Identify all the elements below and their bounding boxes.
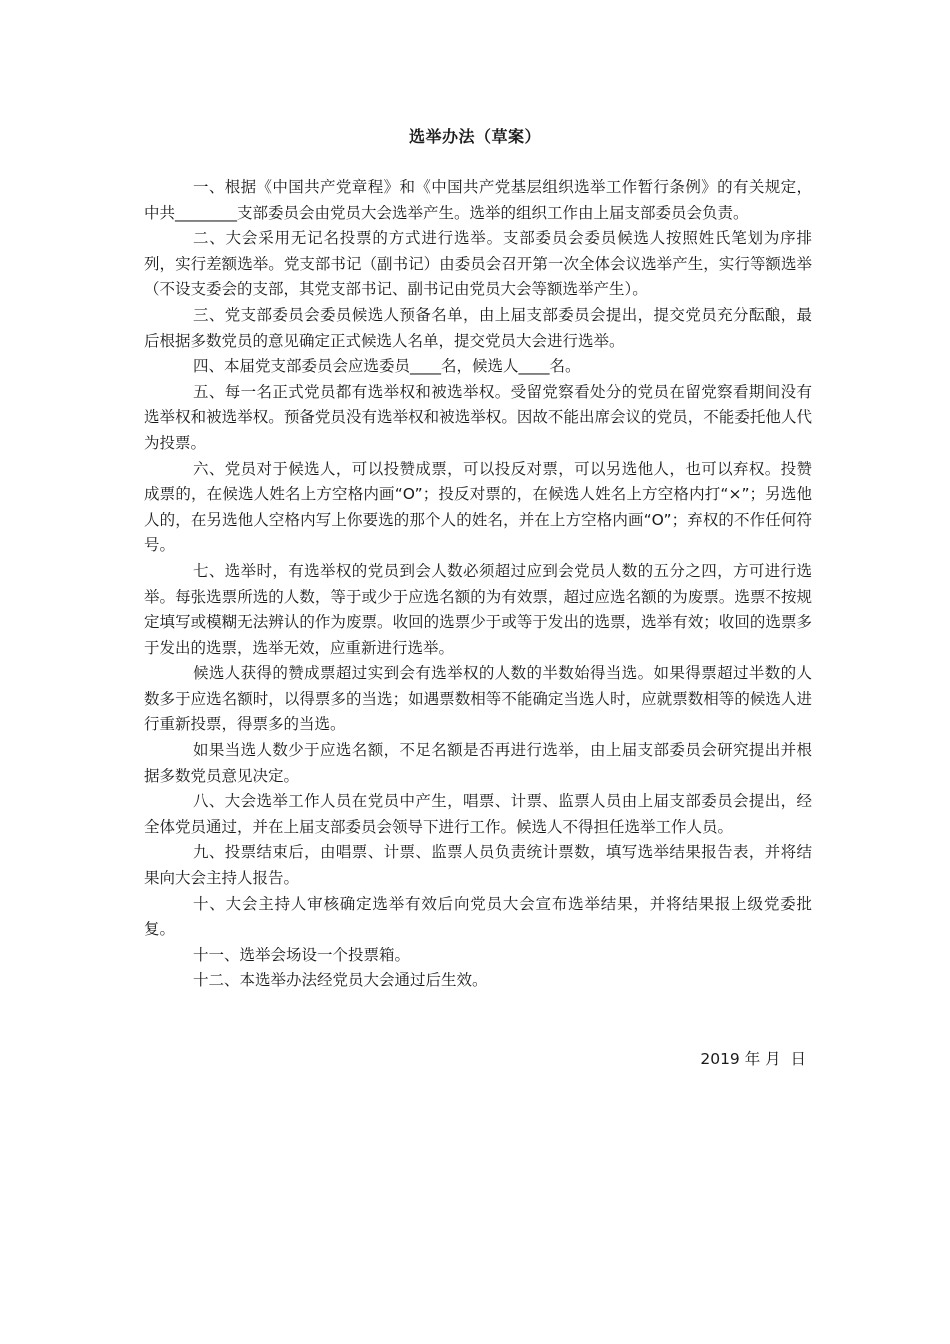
paragraph-7-shortfall-rule: 如果当选人数少于应选名额，不足名额是否再进行选举，由上届支部委员会研究提出并根据多数党员意见决定。 [144, 741, 812, 785]
paragraph-1: 一、根据《中国共产党章程》和《中国共产党基层组织选举工作暂行条例》的有关规定，中共________支部委员会由党员大会选举产生。选举的组织工作由上届支部委员会负责。 [144, 178, 812, 222]
document-date: 2019 年 月 日 [700, 1050, 806, 1068]
paragraph-2: 二、大会采用无记名投票的方式进行选举。支部委员会委员候选人按照姓氏笔划为序排列，实行差额选举。党支部书记（副书记）由委员会召开第一次全体会议选举产生，实行等额选举（不设支委会的支部，其党支部书记、副书记由党员大会等额选举产生）。 [144, 229, 812, 299]
paragraph-7-winning-rule: 候选人获得的赞成票超过实到会有选举权的人数的半数始得当选。如果得票超过半数的人数多于应选名额时，以得票多的当选；如遇票数相等不能确定当选人时，应就票数相等的候选人进行重新投票，得票多的当选。 [144, 664, 812, 734]
paragraph-8: 八、大会选举工作人员在党员中产生，唱票、计票、监票人员由上届支部委员会提出，经全体党员通过，并在上届支部委员会领导下进行工作。候选人不得担任选举工作人员。 [144, 792, 812, 836]
paragraph-3: 三、党支部委员会委员候选人预备名单，由上届支部委员会提出，提交党员充分酝酿，最后根据多数党员的意见确定正式候选人名单，提交党员大会进行选举。 [144, 305, 812, 350]
paragraph-10: 十、大会主持人审核确定选举有效后向党员大会宣布选举结果，并将结果报上级党委批复。 [144, 894, 812, 939]
paragraph-5: 五、每一名正式党员都有选举权和被选举权。受留党察看处分的党员在留党察看期间没有选举权和被选举权。预备党员没有选举权和被选举权。因故不能出席会议的党员，不能委托他人代为投票。 [144, 382, 812, 452]
document-title: 选举办法（草案） [408, 127, 541, 146]
document-body [144, 175, 812, 994]
paragraph-9: 九、投票结束后，由唱票、计票、监票人员负责统计票数，填写选举结果报告表，并将结果向大会主持人报告。 [144, 843, 812, 888]
paragraph-12: 十二、本选举办法经党员大会通过后生效。 [193, 971, 488, 990]
paragraph-7: 七、选举时，有选举权的党员到会人数必须超过应到会党员人数的五分之四，方可进行选举。每张选票所选的人数，等于或少于应选名额的为有效票，超过应选名额的为废票。选票不按规定填写或模糊无法辨认的作为废票。收回的选票少于或等于发出的选票，选举有效；收回的选票多于发出的选票，选举无效，应重新进行选举。 [144, 561, 812, 657]
paragraph-11: 十一、选举会场设一个投票箱。 [193, 945, 411, 964]
paragraph-6: 六、党员对于候选人，可以投赞成票，可以投反对票，可以另选他人，也可以弃权。投赞成票的，在候选人姓名上方空格内画“O”；投反对票的，在候选人姓名上方空格内打“×”；另选他人的，在另选他人空格内写上你要选的那个人的姓名，并在上方空格内画“O”；弃权的不作任何符号。 [144, 459, 812, 555]
paragraph-4: 四、本届党支部委员会应选委员____名，候选人____名。 [193, 357, 581, 376]
